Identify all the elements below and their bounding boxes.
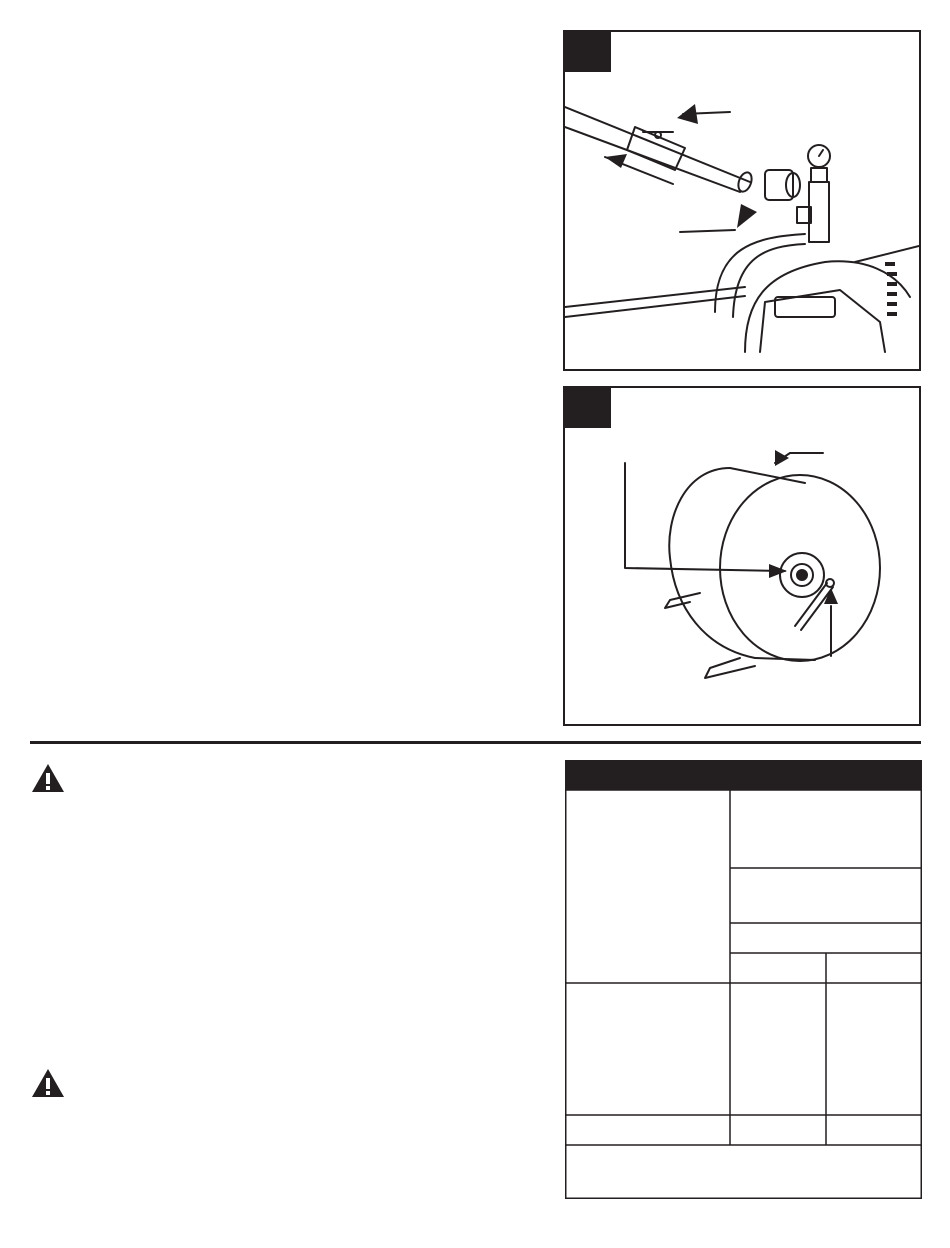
figure-2-box <box>563 386 921 726</box>
figure-1-illustration <box>565 32 919 369</box>
spec-table-grid <box>565 760 922 1199</box>
section-divider <box>30 741 921 744</box>
figure-2-illustration <box>565 388 919 724</box>
spec-table <box>565 760 922 1199</box>
figure-1-box <box>563 30 921 371</box>
warning-icon <box>31 1068 65 1098</box>
warning-icon <box>31 763 65 793</box>
